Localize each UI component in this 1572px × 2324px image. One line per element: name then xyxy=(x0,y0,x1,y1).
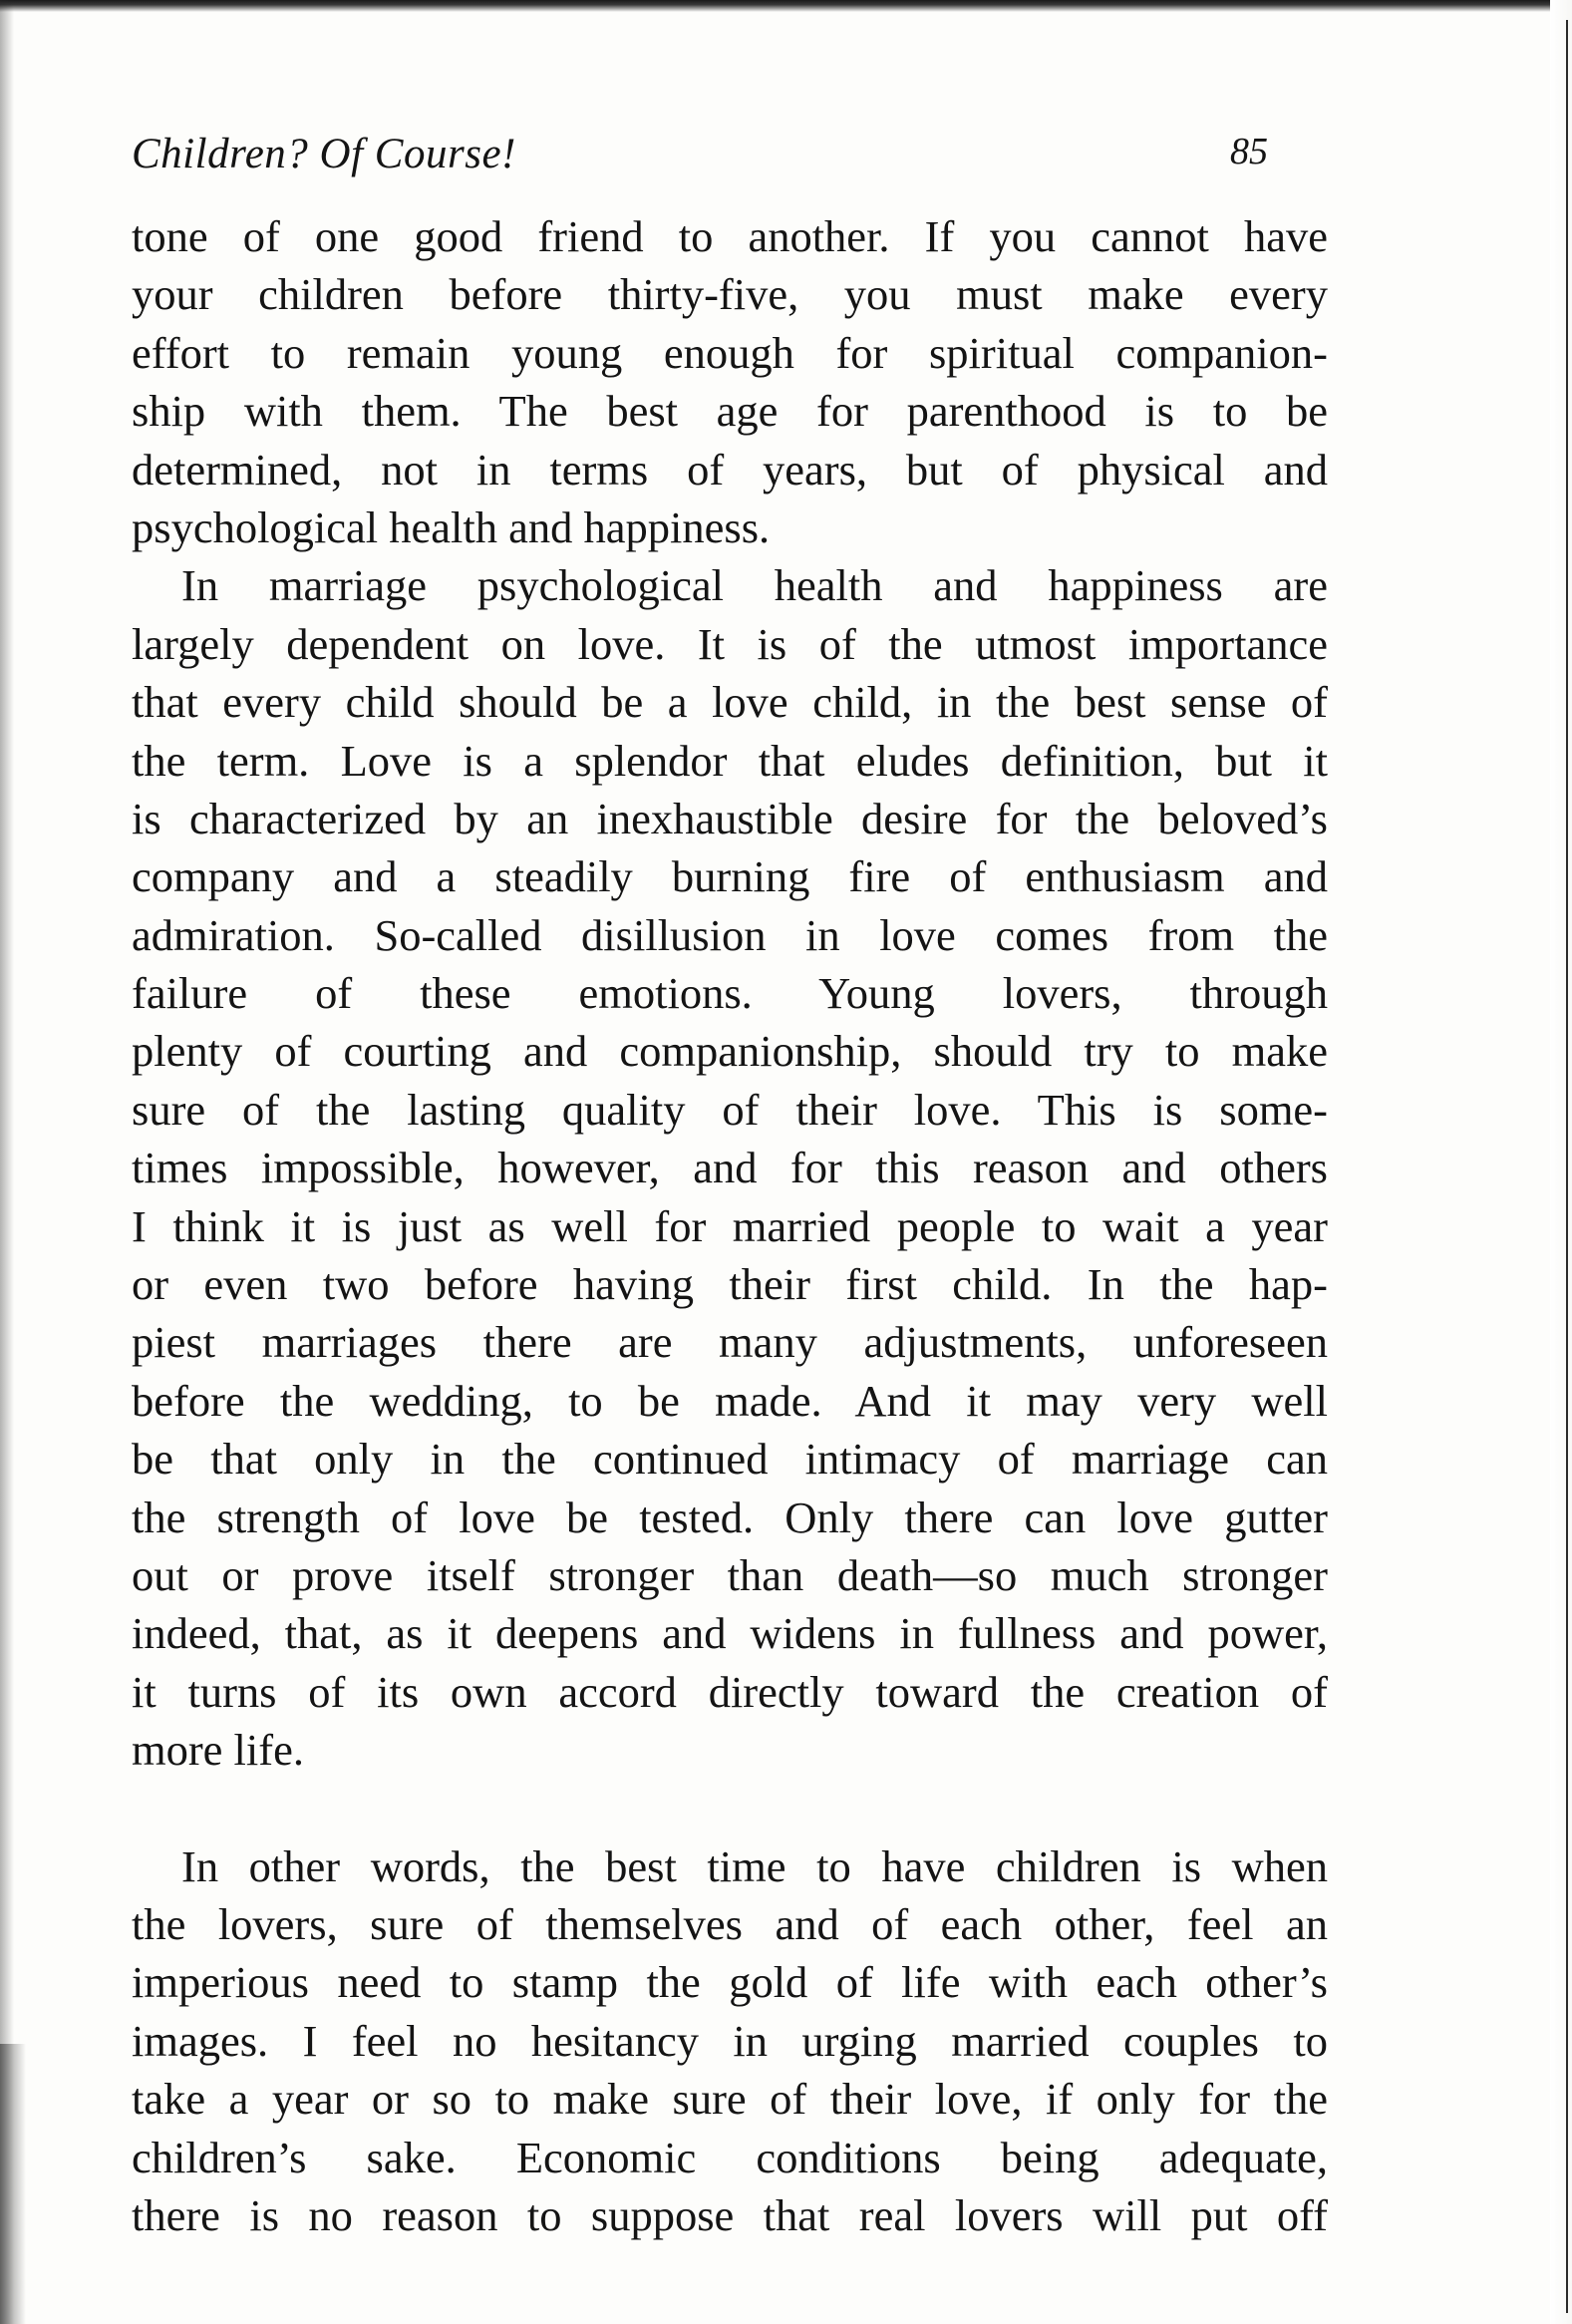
scan-left-binding-shadow xyxy=(0,2044,26,2324)
text-line: psychological health and happiness. xyxy=(132,501,771,552)
text-line: it turns of its own accord directly toward the creation of xyxy=(132,1666,1328,1717)
scan-top-edge xyxy=(0,0,1572,12)
text-line: ship with them. The best age for parenthood is to be xyxy=(132,386,1328,437)
page-header xyxy=(132,130,1328,189)
text-line: times impossible, however, and for this reason and others xyxy=(132,1143,1328,1193)
text-line: failure of these emotions. Young lovers, through xyxy=(132,968,1328,1019)
text-line: indeed, that, as it deepens and widens in fullness and power, xyxy=(132,1608,1328,1659)
text-line: piest marriages there are many adjustments, unforeseen xyxy=(132,1317,1328,1368)
text-line: more life. xyxy=(132,1725,304,1776)
text-line: images. I feel no hesitancy in urging married couples to xyxy=(132,2015,1328,2066)
text-line: that every child should be a love child, in the best sense of xyxy=(132,677,1328,728)
text-line: imperious need to stamp the gold of life with each other’s xyxy=(132,1957,1328,2008)
body-text xyxy=(132,207,1328,2244)
text-line: or even two before having their first child. In the hap- xyxy=(132,1259,1328,1310)
text-line: the lovers, sure of themselves and of each other, feel an xyxy=(132,1898,1328,1949)
paragraph-first-line: In marriage psychological health and happiness are xyxy=(181,560,1328,611)
text-line: out or prove itself stronger than death—so much stronger xyxy=(132,1549,1328,1600)
scan-right-edge-line xyxy=(1566,20,1568,2313)
text-line: largely dependent on love. It is of the utmost importance xyxy=(132,618,1328,669)
scan-right-margin xyxy=(1550,0,1572,2324)
section-break xyxy=(132,1780,1328,1837)
text-line: company and a steadily burning fire of enthusiasm and xyxy=(132,851,1328,902)
text-line: there is no reason to suppose that real lovers will put off xyxy=(132,2189,1328,2240)
text-line: sure of the lasting quality of their love. This is some- xyxy=(132,1084,1328,1135)
text-line: tone of one good friend to another. If you cannot have xyxy=(132,211,1328,261)
running-head-title: Children? Of Course! xyxy=(132,131,516,177)
paragraph-first-line: In other words, the best time to have children is when xyxy=(181,1840,1328,1891)
text-line: I think it is just as well for married people to wait a year xyxy=(132,1200,1328,1251)
text-line: your children before thirty-five, you must make every xyxy=(132,269,1328,320)
text-line: children’s sake. Economic conditions being adequate, xyxy=(132,2132,1328,2182)
text-line: the term. Love is a splendor that eludes definition, but it xyxy=(132,735,1328,786)
text-line: is characterized by an inexhaustible desire for the beloved’s xyxy=(132,793,1328,843)
text-line: plenty of courting and companionship, should try to make xyxy=(132,1026,1328,1077)
text-line: admiration. So-called disillusion in love comes from the xyxy=(132,909,1328,960)
page-number: 85 xyxy=(1230,131,1268,172)
text-line: before the wedding, to be made. And it may very well xyxy=(132,1375,1328,1426)
scan-left-shadow xyxy=(0,0,14,2324)
text-line: be that only in the continued intimacy of marriage can xyxy=(132,1434,1328,1485)
text-line: determined, not in terms of years, but of physical and xyxy=(132,444,1328,495)
text-line: take a year or so to make sure of their love, if only for the xyxy=(132,2074,1328,2125)
text-line: the strength of love be tested. Only there can love gutter xyxy=(132,1492,1328,1542)
text-line: effort to remain young enough for spiritual companion- xyxy=(132,327,1328,378)
